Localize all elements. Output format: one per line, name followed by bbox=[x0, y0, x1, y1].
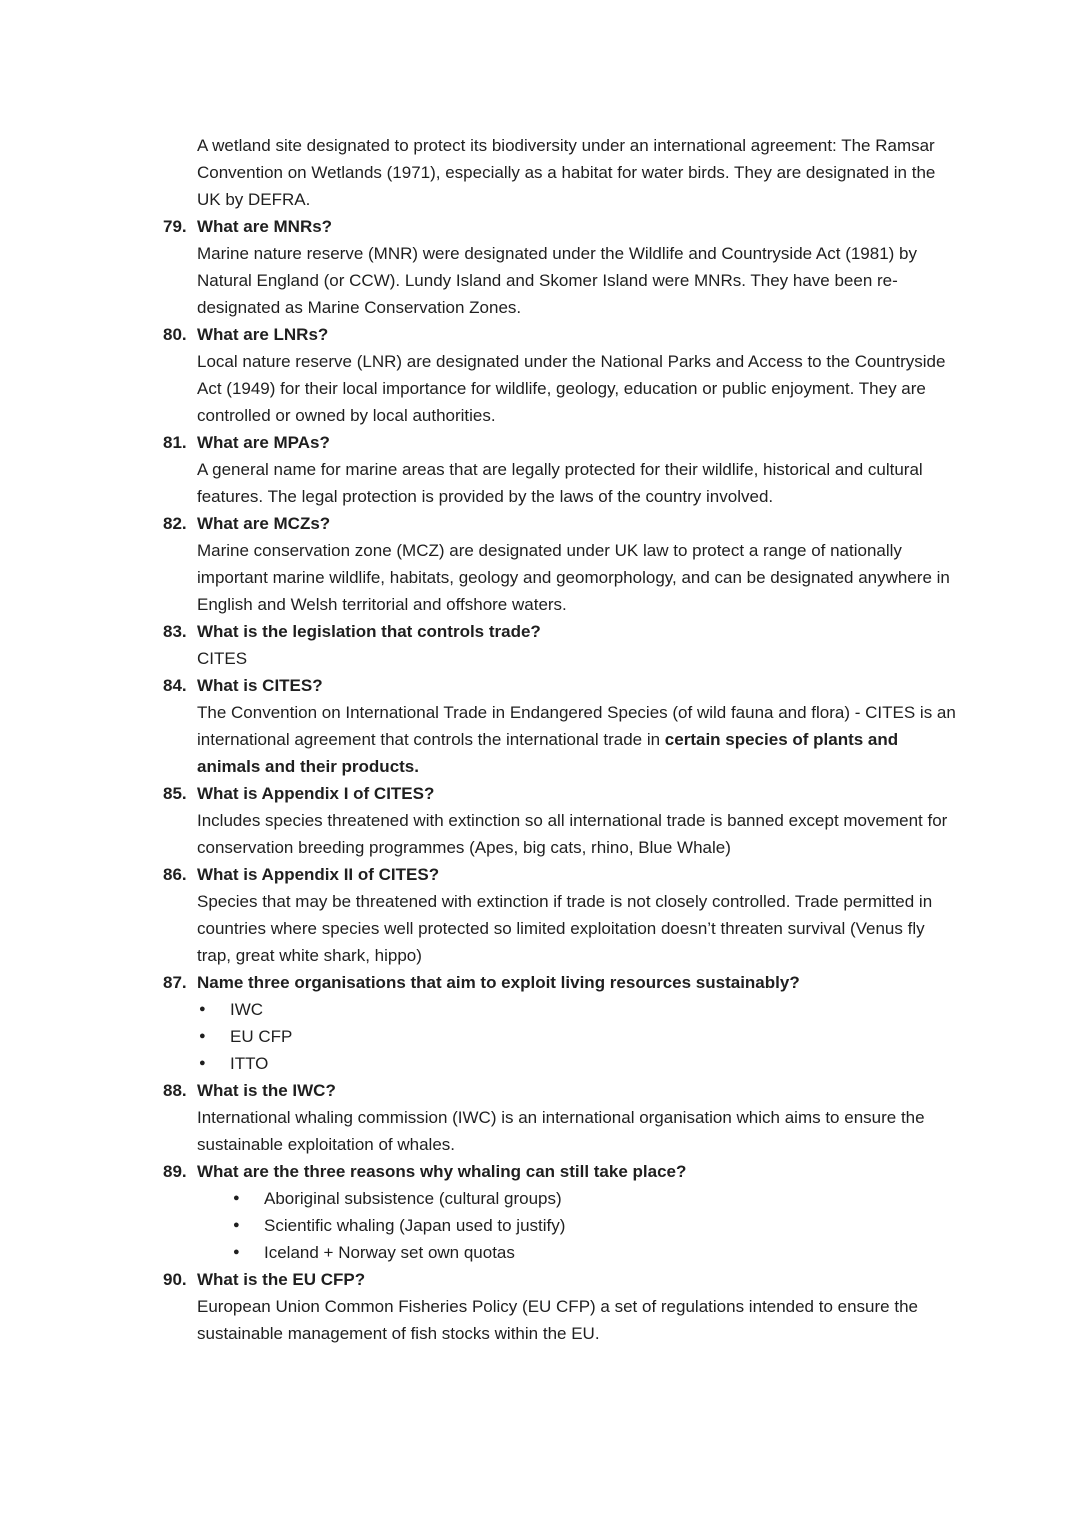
answer-text: European Union Common Fisheries Policy (EU CFP) a set of regulations intended to ensure the sustainable management of fish stocks within the EU. bbox=[197, 1297, 918, 1343]
question-line bbox=[163, 861, 963, 888]
question-number: 87. bbox=[163, 973, 187, 992]
qa-item-86 bbox=[163, 861, 963, 969]
question-line bbox=[163, 672, 963, 699]
answer-bold-part: certain species of plants and animals and their products. bbox=[197, 730, 899, 776]
question-number: 83. bbox=[163, 622, 187, 641]
qa-item-82 bbox=[163, 510, 963, 618]
question-number: 80. bbox=[163, 325, 187, 344]
question-number: 86. bbox=[163, 865, 187, 884]
question-line bbox=[163, 510, 963, 537]
document-content bbox=[163, 132, 963, 1347]
answer-text: Species that may be threatened with extinction if trade is not closely controlled. Trade permitted in countries where species well protected so limited exploitation doesn’t threaten survival (Venus fly trap, great white shark, hippo) bbox=[197, 892, 933, 965]
answer-text: Marine nature reserve (MNR) were designated under the Wildlife and Countryside Act (1981) by Natural England (or CCW). Lundy Island and Skomer Island were MNRs. They have been re-designated as Marine Conservation Zones. bbox=[197, 244, 918, 317]
question-text: What are LNRs? bbox=[197, 325, 329, 344]
answer-text: Includes species threatened with extinction so all international trade is banned except movement for conservation breeding programmes (Apes, big cats, rhino, Blue Whale) bbox=[197, 811, 948, 857]
qa-item-88 bbox=[163, 1077, 963, 1158]
bullet-text: ITTO bbox=[230, 1054, 269, 1073]
question-number: 89. bbox=[163, 1162, 187, 1181]
question-number: 81. bbox=[163, 433, 187, 452]
question-text: What are MPAs? bbox=[197, 433, 330, 452]
question-text: What are MNRs? bbox=[197, 217, 333, 236]
answer-regular-part: The Convention on International Trade in Endangered Species (of wild fauna and flora) - CITES is an international agreement that controls the international trade in bbox=[197, 703, 956, 749]
question-line bbox=[163, 1266, 963, 1293]
question-text: What is the legislation that controls trade? bbox=[197, 622, 541, 641]
question-number: 84. bbox=[163, 676, 187, 695]
answer-text: International whaling commission (IWC) is an international organisation which aims to ensure the sustainable exploitation of whales. bbox=[197, 1108, 925, 1154]
question-text: What is the IWC? bbox=[197, 1081, 336, 1100]
question-text: What are MCZs? bbox=[197, 514, 331, 533]
question-number: 85. bbox=[163, 784, 187, 803]
question-number: 90. bbox=[163, 1270, 187, 1289]
question-line bbox=[163, 1158, 963, 1185]
qa-item-85 bbox=[163, 780, 963, 861]
bullet-text: Scientific whaling (Japan used to justify) bbox=[264, 1216, 566, 1235]
question-line bbox=[163, 969, 963, 996]
bullet-item bbox=[231, 1212, 963, 1239]
qa-item-80 bbox=[163, 321, 963, 429]
qa-item-84 bbox=[163, 672, 963, 780]
question-text: What is the EU CFP? bbox=[197, 1270, 366, 1289]
bullet-item bbox=[231, 1185, 963, 1212]
question-line bbox=[163, 321, 963, 348]
question-text: What is CITES? bbox=[197, 676, 323, 695]
question-text: What are the three reasons why whaling can still take place? bbox=[197, 1162, 687, 1181]
bullet-item bbox=[197, 1023, 963, 1050]
bullet-text: Aboriginal subsistence (cultural groups) bbox=[264, 1189, 562, 1208]
qa-item-79 bbox=[163, 213, 963, 321]
bullet-text: Iceland + Norway set own quotas bbox=[264, 1243, 515, 1262]
answer-text: Marine conservation zone (MCZ) are designated under UK law to protect a range of nationally important marine wildlife, habitats, geology and geomorphology, and can be designated anywhere in English and Welsh territorial and offshore waters. bbox=[197, 541, 950, 614]
bullet-item bbox=[231, 1239, 963, 1266]
bullet-list bbox=[231, 1185, 963, 1266]
question-number: 82. bbox=[163, 514, 187, 533]
qa-item-83 bbox=[163, 618, 963, 672]
qa-item-90 bbox=[163, 1266, 963, 1347]
bullet-list bbox=[197, 996, 963, 1077]
question-text: What is Appendix II of CITES? bbox=[197, 865, 440, 884]
question-line bbox=[163, 213, 963, 240]
qa-item-89 bbox=[163, 1158, 963, 1266]
question-line bbox=[163, 1077, 963, 1104]
bullet-item bbox=[197, 996, 963, 1023]
answer-text bbox=[197, 699, 963, 780]
question-number: 88. bbox=[163, 1081, 187, 1100]
bullet-text: EU CFP bbox=[230, 1027, 293, 1046]
question-line bbox=[163, 618, 963, 645]
question-number: 79. bbox=[163, 217, 187, 236]
answer-text: A general name for marine areas that are legally protected for their wildlife, historical and cultural features. The legal protection is provided by the laws of the country involved. bbox=[197, 460, 923, 506]
bullet-item bbox=[197, 1050, 963, 1077]
answer-text: CITES bbox=[197, 649, 248, 668]
continuation-paragraph: A wetland site designated to protect its biodiversity under an international agreement: The Ramsar Convention on Wetlands (1971), especially as a habitat for water birds. They are designated in the UK by DEFRA. bbox=[197, 136, 936, 209]
question-text: Name three organisations that aim to exploit living resources sustainably? bbox=[197, 973, 800, 992]
question-line bbox=[163, 429, 963, 456]
qa-item-81 bbox=[163, 429, 963, 510]
answer-text: Local nature reserve (LNR) are designated under the National Parks and Access to the Countryside Act (1949) for their local importance for wildlife, geology, education or public enjoyment. They are controlled or owned by local authorities. bbox=[197, 352, 946, 425]
qa-item-87 bbox=[163, 969, 963, 1077]
bullet-text: IWC bbox=[230, 1000, 264, 1019]
question-text: What is Appendix I of CITES? bbox=[197, 784, 435, 803]
question-line bbox=[163, 780, 963, 807]
